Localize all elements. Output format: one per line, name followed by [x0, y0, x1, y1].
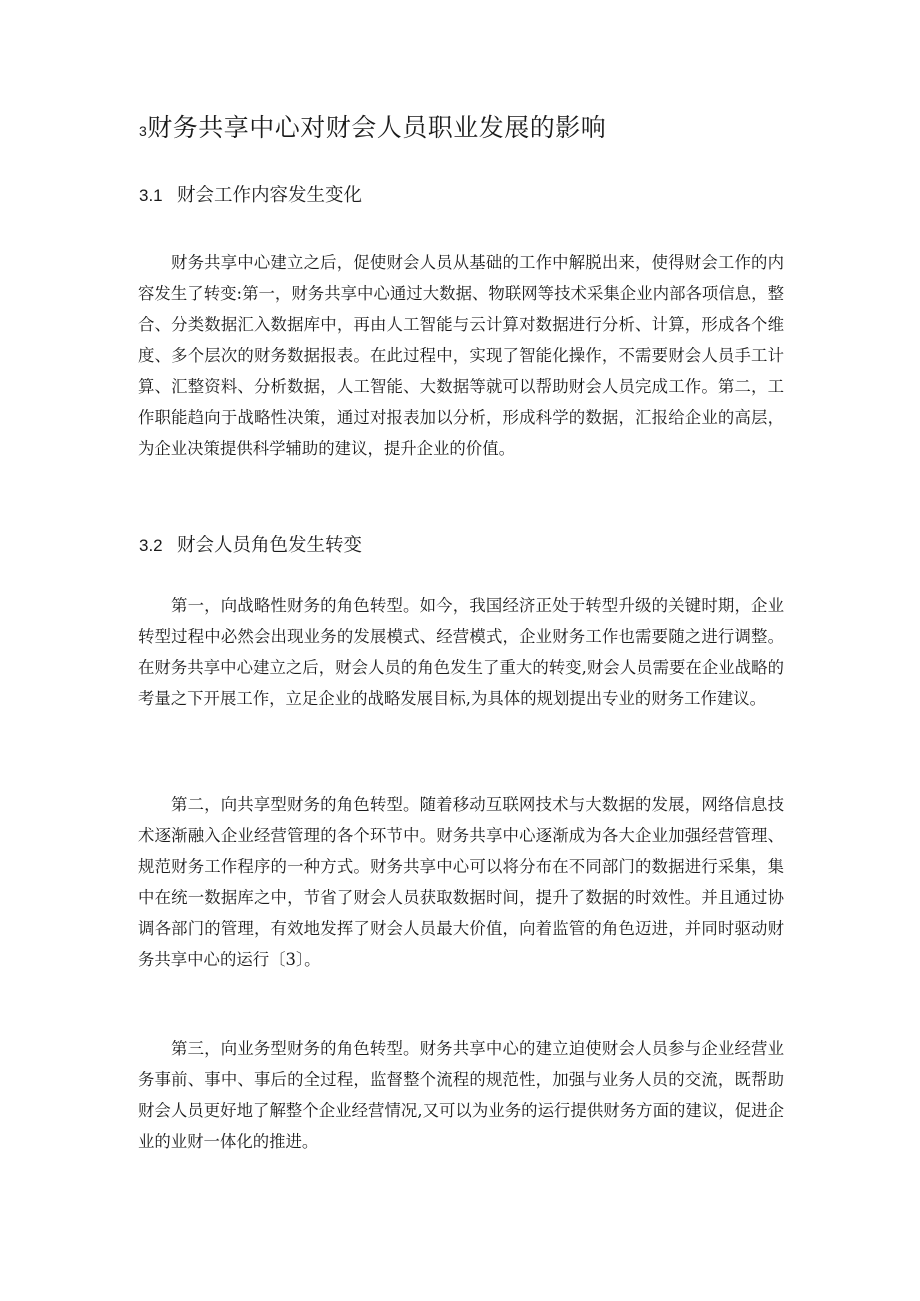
subsection-title: 财会人员角色发生转变 [177, 535, 363, 556]
paragraph: 第三，向业务型财务的角色转型。财务共享中心的建立迫使财会人员参与企业经营业务事前、事中、事后的全过程，监督整个流程的规范性，加强与业务人员的交流，既帮助财会人员更好地了解整个企业经营情况,又可以为业务的运行提供财务方面的建议，促进企业的业财一体化的推进。 [138, 1039, 784, 1151]
section-heading [139, 112, 606, 147]
section-number: 3 [139, 123, 148, 139]
paragraph: 第一，向战略性财务的角色转型。如今，我国经济正处于转型升级的关键时期，企业转型过程中必然会出现业务的发展模式、经营模式，企业财务工作也需要随之进行调整。在财务共享中心建立之后，财会人员的角色发生了重大的转变,财会人员需要在企业战略的考量之下开展工作，立足企业的战略发展目标,为具体的规划提出专业的财务工作建议。 [138, 596, 784, 708]
subsection-heading-3-1 [139, 183, 362, 209]
subsection-number: 3.1 [139, 186, 163, 205]
section-title: 财务共享中心对财会人员职业发展的影响 [147, 113, 607, 142]
subsection-number: 3.2 [139, 536, 163, 555]
paragraph: 第二，向共享型财务的角色转型。随着移动互联网技术与大数据的发展，网络信息技术逐渐融入企业经营管理的各个环节中。财务共享中心逐渐成为各大企业加强经营管理、规范财务工作程序的一种方式。财务共享中心可以将分布在不同部门的数据进行采集，集中在统一数据库之中，节省了财会人员获取数据时间，提升了数据的时效性。并且通过协调各部门的管理，有效地发挥了财会人员最大价值，向着监管的角色迈进，并同时驱动财务共享中心的运行〔3〕。 [138, 795, 784, 969]
subsection-heading-3-2 [139, 533, 362, 559]
paragraph: 财务共享中心建立之后，促使财会人员从基础的工作中解脱出来，使得财会工作的内容发生了转变:第一，财务共享中心通过大数据、物联网等技术采集企业内部各项信息，整合、分类数据汇入数据库中，再由人工智能与云计算对数据进行分析、计算，形成各个维度、多个层次的财务数据报表。在此过程中，实现了智能化操作，不需要财会人员手工计算、汇整资料、分析数据，人工智能、大数据等就可以帮助财会人员完成工作。第二，工作职能趋向于战略性决策，通过对报表加以分析，形成科学的数据，汇报给企业的高层，为企业决策提供科学辅助的建议，提升企业的价值。 [138, 253, 784, 458]
subsection-title: 财会工作内容发生变化 [177, 185, 363, 206]
